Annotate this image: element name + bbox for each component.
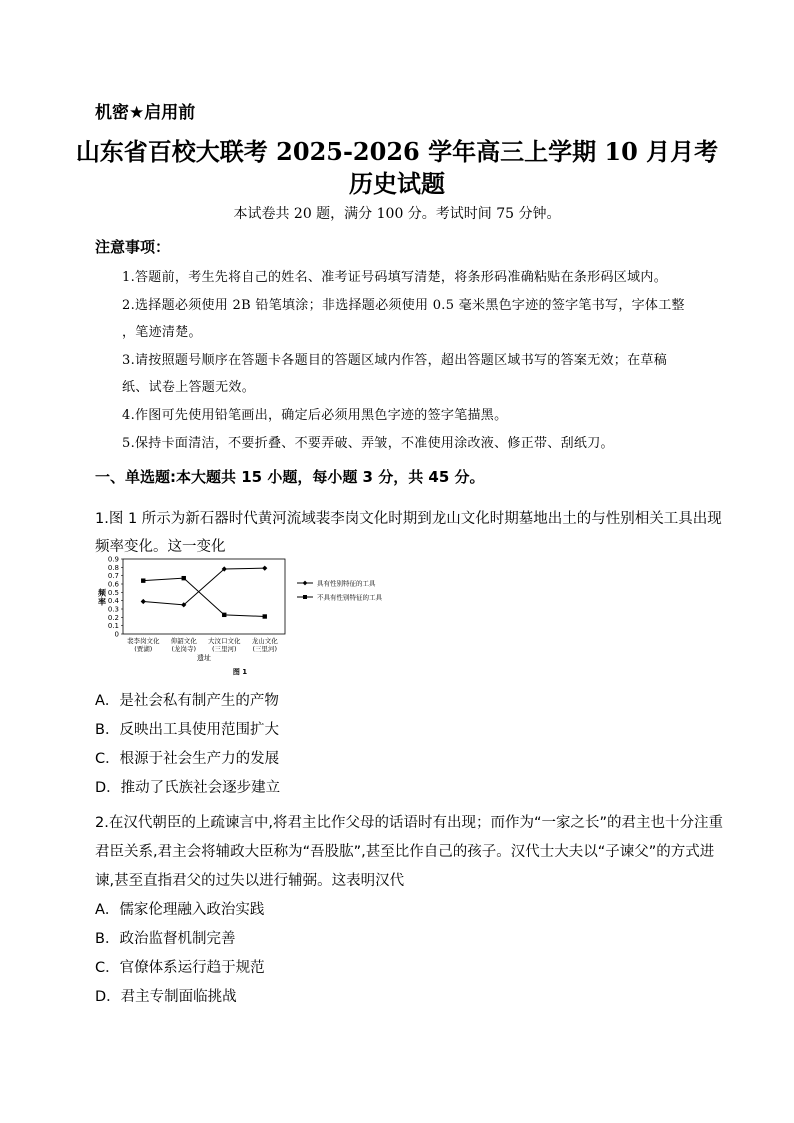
question-2-option-d[interactable]: D．君主专制面临挑战 <box>95 989 237 1005</box>
question-2-stem: 君臣关系,君主会将辅政大臣称为“吾股肱”,甚至比作自己的孩子。汉代士大夫以“子谏父”的方式进 <box>95 844 715 860</box>
confidential-label: 机密★启用前 <box>95 103 196 123</box>
y-tick-label: 0.8 <box>107 563 119 572</box>
question-1-option-b[interactable]: B．反映出工具使用范围扩大 <box>95 722 279 738</box>
question-2-option-b[interactable]: B．政治监督机制完善 <box>95 931 236 947</box>
x-tick-label: 仰韶文化 <box>170 637 197 645</box>
question-1-option-d[interactable]: D．推动了氏族社会逐步建立 <box>95 780 281 796</box>
x-tick-label: (贾湖) <box>134 645 153 653</box>
notice-line: 5.保持卡面清洁，不要折叠、不要弄破、弄皱，不准使用涂改液、修正带、刮纸刀。 <box>122 436 614 451</box>
legend-marker <box>303 595 307 599</box>
series-line <box>143 568 265 605</box>
figure-caption: 图 1 <box>232 668 248 676</box>
y-tick-label: 0.5 <box>107 588 119 597</box>
exam-subject: 历史试题 <box>349 169 445 198</box>
y-tick-label: 0.2 <box>107 613 119 622</box>
x-tick-label: (三里河) <box>252 645 278 653</box>
notice-heading: 注意事项： <box>95 238 171 256</box>
question-1-stem: 1.图 1 所示为新石器时代黄河流域裴李岗文化时期到龙山文化时期墓地出土的与性别相关工具出现 <box>95 511 722 527</box>
series-line <box>143 578 265 616</box>
notice-line: 3.请按照题号顺序在答题卡各题目的答题区域内作答，超出答题区域书写的答案无效；在草稿 <box>122 353 668 368</box>
y-tick-label: 0.4 <box>107 597 119 606</box>
legend-label: 具有性别特征的工具 <box>317 579 376 588</box>
y-tick-label: 0.9 <box>107 555 119 564</box>
question-1-stem: 频率变化。这一变化 <box>95 539 226 555</box>
notice-line: 4.作图可先使用铅笔画出，确定后必须用黑色字迹的签字笔描黑。 <box>122 408 508 423</box>
question-1-option-c[interactable]: C．根源于社会生产力的发展 <box>95 751 280 767</box>
question-2-stem: 2.在汉代朝臣的上疏谏言中,将君主比作父母的话语时有出现；而作为“一家之长”的君主也十分注重 <box>95 815 723 831</box>
data-point <box>263 614 267 618</box>
notice-line: 1.答题前，考生先将自己的姓名、准考证号码填写清楚，将条形码准确粘贴在条形码区域内。 <box>122 270 668 285</box>
y-tick-label: 0 <box>114 630 119 639</box>
y-tick-label: 0.7 <box>107 572 119 581</box>
x-axis-label: 遗址 <box>197 654 211 662</box>
y-tick-label: 0.1 <box>107 622 119 631</box>
data-point <box>141 599 146 604</box>
question-1-option-a[interactable]: A．是社会私有制产生的产物 <box>95 693 279 709</box>
exam-info: 本试卷共 20 题，满分 100 分。考试时间 75 分钟。 <box>233 206 561 222</box>
figure-1-line-chart <box>95 553 415 683</box>
x-tick-label: (龙岗寺) <box>171 645 197 653</box>
data-point <box>141 578 145 582</box>
question-2-option-a[interactable]: A．儒家伦理融入政治实践 <box>95 902 265 918</box>
y-axis-label: 频率 <box>97 588 107 607</box>
x-tick-label: 大汶口文化 <box>208 637 241 645</box>
y-tick-label: 0.6 <box>107 580 119 589</box>
notice-line: ，笔迹清楚。 <box>122 325 202 340</box>
legend-marker <box>303 581 308 586</box>
question-2-stem: 谏,甚至直指君父的过失以进行辅弼。这表明汉代 <box>95 873 405 889</box>
section-heading: 一、单选题:本大题共 15 小题，每小题 3 分，共 45 分。 <box>95 468 485 486</box>
data-point <box>182 576 186 580</box>
x-tick-label: (三里河) <box>211 645 237 653</box>
x-tick-label: 龙山文化 <box>251 637 278 645</box>
legend-label: 不具有性别特征的工具 <box>317 593 382 602</box>
y-tick-label: 0.3 <box>107 605 119 614</box>
question-2-option-c[interactable]: C．官僚体系运行趋于规范 <box>95 960 265 976</box>
data-point <box>222 613 226 617</box>
x-tick-label: 裴李岗文化 <box>127 637 160 645</box>
notice-line: 2.选择题必须使用 2B 铅笔填涂；非选择题必须使用 0.5 毫米黑色字迹的签字笔书写，字体工整 <box>122 298 685 313</box>
data-point <box>262 566 267 571</box>
exam-title: 山东省百校大联考 2025-2026 学年高三上学期 10 月月考 <box>75 137 719 166</box>
notice-line: 纸、试卷上答题无效。 <box>122 380 256 395</box>
